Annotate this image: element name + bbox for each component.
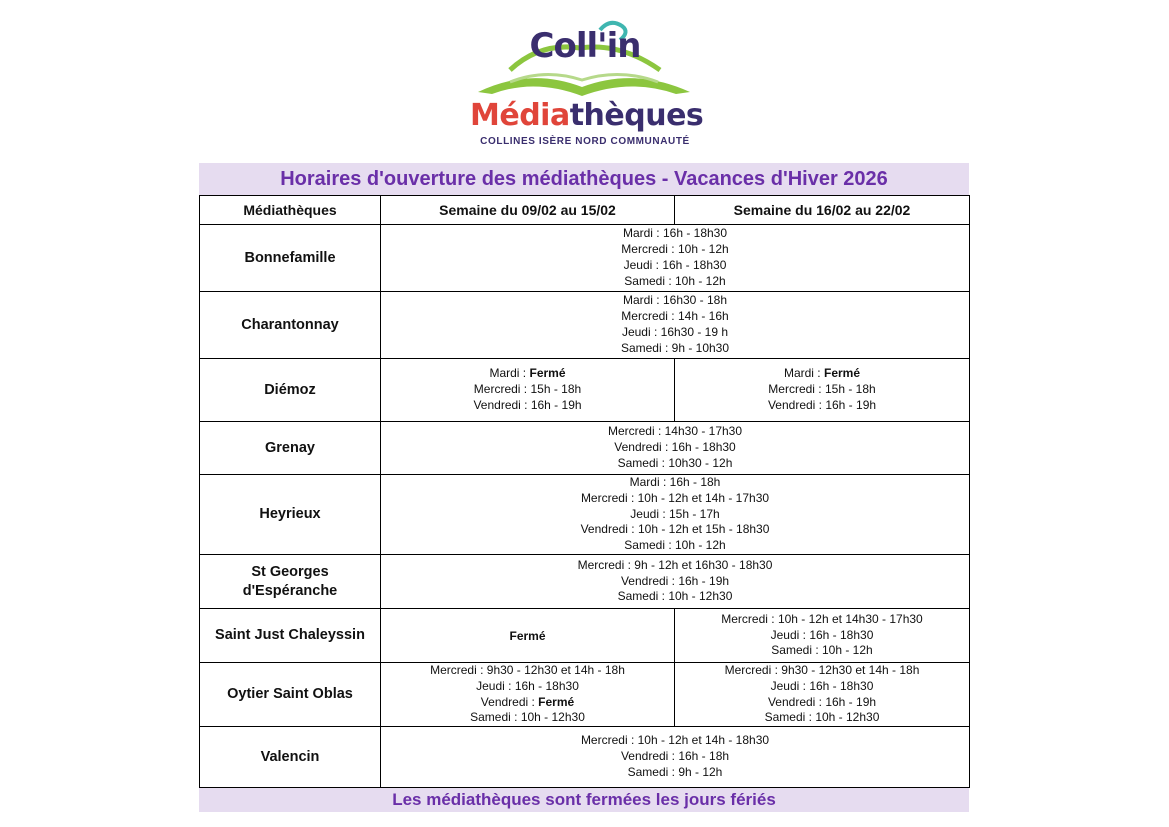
hours-day: Vendredi : bbox=[480, 694, 539, 709]
hours-line: Vendredi : 16h - 19h bbox=[620, 573, 730, 588]
logo-brand: Coll'in bbox=[529, 26, 641, 66]
library-name: Oytier Saint Oblas bbox=[200, 663, 381, 727]
hours-line: Samedi : 10h - 12h bbox=[624, 538, 726, 553]
library-name: Bonnefamille bbox=[200, 225, 381, 292]
logo-title bbox=[470, 98, 704, 133]
hours-line: Samedi : 10h - 12h bbox=[624, 273, 726, 288]
hours-both-weeks bbox=[381, 292, 970, 359]
library-name: Diémoz bbox=[200, 359, 381, 422]
hours-both-weeks bbox=[381, 225, 970, 292]
hours-day: Mardi : bbox=[783, 366, 824, 381]
hours-both-weeks bbox=[381, 727, 970, 788]
hours-line: Samedi : 10h30 - 12h bbox=[617, 455, 733, 470]
hours-line: Vendredi : 16h - 19h bbox=[473, 397, 582, 412]
header-libraries: Médiathèques bbox=[200, 196, 381, 225]
hours-both-weeks bbox=[381, 422, 970, 475]
closed-label: Fermé bbox=[381, 609, 675, 663]
hours-line: Mercredi : 9h - 12h et 16h30 - 18h30 bbox=[577, 557, 773, 572]
hours-line: Samedi : 10h - 12h bbox=[771, 643, 873, 658]
library-name: Grenay bbox=[200, 422, 381, 475]
hours-week2 bbox=[675, 663, 970, 727]
logo-title-part2: thèques bbox=[569, 98, 704, 133]
hours-line: Samedi : 10h - 12h30 bbox=[617, 589, 733, 604]
closed-label: Fermé bbox=[529, 366, 566, 381]
page-title: Horaires d'ouverture des médiathèques - Vacances d'Hiver 2026 bbox=[199, 163, 969, 195]
table-row bbox=[200, 359, 970, 422]
hours-line: Jeudi : 16h - 18h30 bbox=[623, 258, 727, 272]
hours-day: Mardi : bbox=[489, 366, 530, 381]
hours-line bbox=[675, 366, 969, 382]
library-name: Valencin bbox=[200, 727, 381, 788]
library-name-line: St Georges bbox=[251, 563, 329, 580]
hours-line: Mardi : 16h - 18h bbox=[629, 475, 721, 489]
hours-line: Mercredi : 14h30 - 17h30 bbox=[607, 424, 743, 439]
hours-week1 bbox=[381, 359, 675, 422]
hours-line bbox=[381, 695, 674, 711]
hours-line: Mercredi : 10h - 12h et 14h - 18h30 bbox=[580, 733, 770, 748]
hours-line: Samedi : 10h - 12h30 bbox=[470, 710, 585, 725]
library-name: Saint Just Chaleyssin bbox=[200, 609, 381, 663]
table-row bbox=[200, 422, 970, 475]
hours-line: Jeudi : 16h - 18h30 bbox=[770, 627, 874, 642]
hours-line: Samedi : 10h - 12h30 bbox=[764, 710, 880, 725]
hours-week1 bbox=[381, 663, 675, 727]
hours-line bbox=[381, 366, 674, 382]
table-row bbox=[200, 225, 970, 292]
hours-line: Mercredi : 14h - 16h bbox=[621, 309, 729, 324]
header-week2: Semaine du 16/02 au 22/02 bbox=[675, 196, 970, 225]
hours-week2 bbox=[675, 359, 970, 422]
hours-both-weeks bbox=[381, 475, 970, 555]
hours-line: Samedi : 9h - 10h30 bbox=[620, 340, 730, 355]
footer-notice: Les médiathèques sont fermées les jours fériés bbox=[199, 788, 969, 812]
table-row bbox=[200, 727, 970, 788]
hours-line: Jeudi : 16h30 - 19 h bbox=[621, 325, 729, 339]
hours-line: Mercredi : 10h - 12h et 14h30 - 17h30 bbox=[721, 611, 923, 626]
hours-line: Mercredi : 10h - 12h et 14h - 17h30 bbox=[580, 490, 770, 505]
header-week1: Semaine du 09/02 au 15/02 bbox=[381, 196, 675, 225]
hours-line: Mardi : 16h30 - 18h bbox=[622, 293, 728, 308]
table-row bbox=[200, 609, 970, 663]
hours-both-weeks bbox=[381, 555, 970, 609]
library-name-line: d'Espéranche bbox=[242, 582, 338, 599]
hours-line: Samedi : 9h - 12h bbox=[627, 765, 723, 780]
hours-line: Vendredi : 16h - 19h bbox=[767, 694, 877, 709]
hours-line: Vendredi : 16h - 18h30 bbox=[614, 440, 736, 455]
hours-line: Mercredi : 9h30 - 12h30 et 14h - 18h bbox=[724, 663, 920, 677]
table-row bbox=[200, 555, 970, 609]
schedule-table bbox=[199, 195, 970, 788]
logo-subtitle: COLLINES ISÈRE NORD COMMUNAUTÉ bbox=[480, 136, 690, 147]
hours-line: Vendredi : 16h - 18h bbox=[620, 749, 730, 764]
hours-line: Mercredi : 10h - 12h bbox=[621, 242, 729, 257]
hours-week2 bbox=[675, 609, 970, 663]
hours-line: Jeudi : 16h - 18h30 bbox=[770, 678, 874, 693]
hours-line: Mardi : 16h - 18h30 bbox=[622, 226, 728, 241]
hours-line: Jeudi : 16h - 18h30 bbox=[476, 678, 579, 693]
hours-line: Vendredi : 10h - 12h et 15h - 18h30 bbox=[580, 522, 770, 537]
hours-line: Mercredi : 9h30 - 12h30 et 14h - 18h bbox=[430, 663, 625, 677]
library-name: Heyrieux bbox=[200, 475, 381, 555]
hours-line: Vendredi : 16h - 19h bbox=[767, 397, 877, 412]
table-row bbox=[200, 663, 970, 727]
hours-line: Mercredi : 15h - 18h bbox=[473, 382, 582, 397]
hours-line: Jeudi : 15h - 17h bbox=[630, 506, 720, 521]
table-row bbox=[200, 292, 970, 359]
header-row bbox=[200, 196, 970, 225]
collin-logo bbox=[470, 12, 704, 152]
library-name: Charantonnay bbox=[200, 292, 381, 359]
hours-line: Mercredi : 15h - 18h bbox=[768, 382, 876, 397]
logo-title-part1: Média bbox=[470, 98, 570, 133]
library-name bbox=[200, 555, 381, 609]
closed-label: Fermé bbox=[538, 694, 575, 709]
table-row bbox=[200, 475, 970, 555]
closed-label: Fermé bbox=[823, 366, 861, 381]
